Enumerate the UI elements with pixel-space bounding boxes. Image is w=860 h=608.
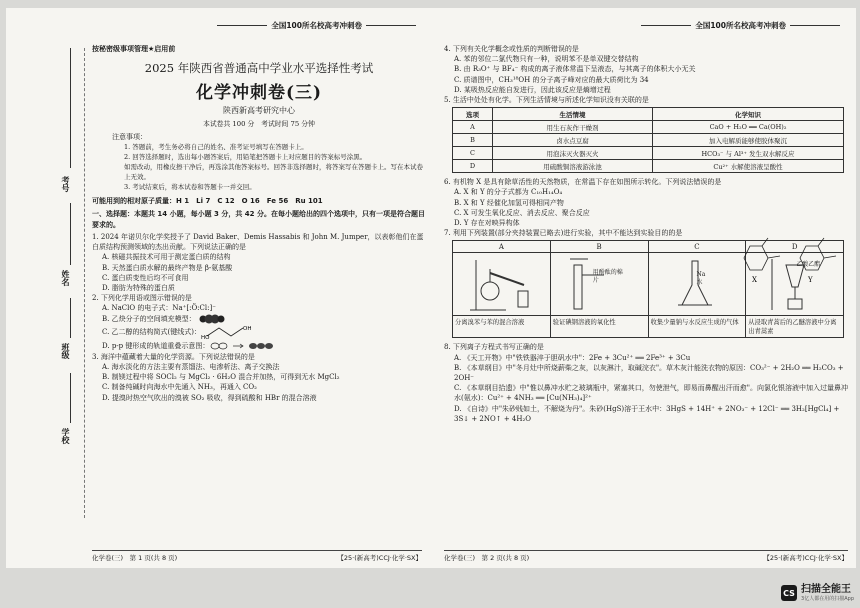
notes-header: 注意事项： [112, 133, 147, 141]
table-row [453, 134, 844, 147]
side-label-school: 学校 [61, 428, 70, 444]
apparatus-image [551, 253, 648, 315]
table-header: 化学知识 [653, 108, 844, 121]
apparatus-cell-a [453, 241, 551, 337]
apparatus-label: A [453, 241, 550, 253]
camscanner-logo-icon: CS [781, 585, 797, 601]
table-cell: C [453, 147, 493, 160]
apparatus-image [453, 253, 550, 315]
molecule-label-y: Y [808, 276, 813, 284]
page-banner: 全国100所名校高考冲刺卷 [213, 18, 420, 32]
ethylene-glycol-structure-icon [201, 324, 257, 340]
q1-option-d: D. 脂肪为特殊的蛋白质 [102, 284, 175, 293]
q8-option-b: B. 《本草纲目》中"冬月灶中所烧薪柴之灰，以灰淋汁，取碱浣衣"。草木灰汁能洗衣物的原因：CO₃²⁻ + 2H₂O ══ H₂CO₃ + 2OH⁻ [454, 363, 844, 383]
side-label-class: 班级 [61, 343, 70, 359]
exam-meta: 本试卷共 100 分 考试时间 75 分钟 [203, 120, 315, 128]
q2-option-d: D. p-p 键形成的轨道重叠示意图： [102, 341, 210, 350]
svg-text:HO: HO [201, 334, 210, 340]
atomic-masses: 可能用到的相对原子质量：H 1 Li 7 C 12 O 16 Fe 56 Ru 101 [92, 197, 323, 205]
question-3-stem: 3. 海洋中蕴藏着大量的化学资源。下列说法错误的是 [92, 352, 255, 361]
note-item: 如需改动，用橡皮擦干净后，再选涂其他答案标号。回答非选择题时，将答案写在答题卡上。写在本试卷上无效。 [124, 163, 423, 181]
page-2-content [444, 44, 848, 424]
apparatus-cell-b [551, 241, 649, 337]
table-cell: 用硫酸铜溶液游泳池 [493, 160, 653, 173]
table-cell: A [453, 121, 493, 134]
table-cell: HCO₃⁻ 与 Al³⁺ 发生双水解反应 [653, 147, 844, 160]
table-header-row [453, 108, 844, 121]
q6-option-d: D. Y 存在对映异构体 [454, 219, 520, 228]
watermark-title: 扫描全能王 [801, 584, 852, 595]
watermark-text-block [801, 584, 854, 602]
q6-molecule-structures [730, 236, 850, 286]
table-header: 生活情境 [493, 108, 653, 121]
question-5-stem: 5. 生活中处处有化学。下列生活情境与所述化学知识没有关联的是 [444, 96, 649, 105]
p-p-orbital-overlap-icon [209, 340, 289, 352]
apparatus-inner-label: 乙酸乙酯 [796, 261, 821, 269]
table-cell: Cu²⁺ 水解使溶液呈酸性 [653, 160, 844, 173]
note-item: 3. 考试结束后，将本试卷和答题卡一并交回。 [124, 183, 256, 191]
watermark-subtitle: 3亿人都在用的扫描App [801, 596, 854, 602]
note-item: 2. 回答选择题时，选出每小题答案后，用铅笔把答题卡上对应题目的答案标号涂黑。 [124, 153, 367, 161]
page-banner: 全国100所名校高考冲刺卷 [637, 18, 844, 32]
fill-line [70, 298, 71, 338]
fill-line [70, 48, 71, 168]
q6-option-a: A. X 和 Y 的分子式都为 C₁₀H₁₄O₄ [454, 188, 563, 197]
table-cell: 用生石灰作干燥剂 [493, 121, 653, 134]
q4-option-b: B. 由 R₃O⁺ 与 BF₄⁻ 构成的离子液体常温下呈液态，与其离子的体积大小无关 [454, 65, 696, 74]
apparatus-caption: 从浸取青蒿后的乙醚溶液中分离出青蒿素 [746, 315, 843, 337]
q6-option-b: B. X 和 Y 经催化加氢可得相同产物 [454, 198, 564, 207]
footer-page-label: 化学卷(三) 第 2 页(共 8 页) [444, 554, 530, 562]
distillation-setup-icon [466, 255, 536, 313]
q2-option-c-row [102, 324, 426, 340]
side-label-exam-number: 考号 [61, 176, 70, 192]
apparatus-label: C [649, 241, 746, 253]
table-cell: 加入电解质能够使胶体聚沉 [653, 134, 844, 147]
q2-option-d-row [102, 340, 426, 352]
molecule-label-x: X [752, 276, 757, 284]
q1-option-c: C. 蛋白质变性后均不可食用 [102, 273, 189, 282]
page-2-footer [444, 550, 848, 562]
q1-option-b: B. 天然蛋白质水解的最终产物是 β-氨基酸 [102, 263, 233, 272]
question-1-stem: 1. 2024 年诺贝尔化学奖授予了 David Baker、Demis Hassabis 和 John M. Jumper，以表彰他们在蛋白质结构预测领域的杰出贡献。下列说法正确的是 [92, 233, 424, 252]
apparatus-inner-label: Na 水 [696, 271, 706, 287]
table-header: 选项 [453, 108, 493, 121]
note-item: 1. 答题前，考生务必将自己的姓名、准考证号填写在答题卡上。 [124, 143, 308, 151]
issuing-center: 陕西新高考研究中心 [223, 106, 295, 115]
q6-option-c: C. X 可发生氧化反应、消去反应、聚合反应 [454, 208, 590, 217]
section-heading: 一、选择题：本题共 14 小题，每小题 3 分，共 42 分。在每小题给出的四个选项中，只有一项是符合题目要求的。 [92, 210, 425, 229]
confidential-mark: 按秘密级事项管理★启用前 [92, 45, 176, 53]
table-row [453, 147, 844, 160]
q2-option-b-row [102, 314, 426, 324]
paper-title: 化学冲刺卷(三) [195, 83, 323, 103]
q1-option-a: A. 核磁共振技术可用于测定蛋白质的结构 [102, 253, 231, 262]
q2-option-a: A. NaClO 的电子式：Na⁺[:Ö:Cl:]⁻ [102, 304, 216, 313]
q2-option-c: C. 乙二醇的结构简式(键线式)： [102, 327, 202, 336]
question-8-stem: 8. 下列离子方程式书写正确的是 [444, 343, 544, 352]
question-6-stem: 6. 有机物 X 是具有除草活性的天然物质，在常温下存在如图所示转化。下列说法错误的是 [444, 178, 722, 187]
apparatus-caption: 分离溴苯与苯的混合溶液 [453, 315, 550, 337]
q2-option-b: B. 乙炔分子的空间填充模型： [102, 314, 196, 323]
page-1-footer [92, 550, 422, 562]
scanner-watermark [781, 584, 854, 602]
table-row [453, 160, 844, 173]
question-7-stem: 7. 利用下列装置(部分夹持装置已略去)进行实验，其中不能达到实验目的的是 [444, 229, 683, 238]
apparatus-label: B [551, 241, 648, 253]
page-1-content [92, 44, 426, 403]
exam-sheet [6, 8, 856, 568]
q8-option-a: A. 《天工开物》中"铁铁器淬于胆矾水中"：2Fe + 3Cu²⁺ ══ 2Fe³⁺ + 3Cu [454, 353, 691, 362]
svg-text:OH: OH [243, 325, 252, 332]
apparatus-label: D [746, 241, 843, 253]
side-label-name: 姓名 [61, 270, 70, 286]
fill-line [70, 203, 71, 265]
table-cell: B [453, 134, 493, 147]
acetylene-model-icon [196, 314, 226, 324]
fill-line [70, 373, 71, 423]
binding-line [84, 48, 85, 518]
q8-option-d: D. 《自诗》中"朱砂贱如土，不解烧为丹"。朱砂(HgS)溶于王水中：3HgS + 14H⁺ + 2NO₃⁻ + 12Cl⁻ ══ 3H₂[HgCl₄] + 3S↓ + 2NO↑ + 4H₂O [454, 404, 840, 423]
table-cell: 卤水点豆腐 [493, 134, 653, 147]
q3-option-b: B. 制镁过程中将 SOCl₂ 与 MgCl₂ · 6H₂O 混合并加热，可得到无水 MgCl₂ [102, 373, 340, 382]
question-4-stem: 4. 下列有关化学概念或性质的判断错误的是 [444, 45, 579, 53]
page-1 [6, 8, 432, 568]
page-2 [436, 8, 856, 568]
apparatus-inner-label: 用酚酞的棉片 [592, 269, 623, 285]
footer-code: 【25·(新高考)CCJ·化学·SX】 [337, 554, 422, 562]
q8-option-c: C. 《本草纲目拾遗》中"惟以鼻冲水贮之玻璃瓶中，紧塞其口，勿使泄气，即易而鼻醒出汗而愈"。向氯化银溶液中加入过量鼻冲水(氨水)：Cu²⁺ + 4NH₃ ══ [Cu(NH₃)₄]²⁺ [454, 384, 848, 403]
table-cell: 用泡沫灭火器灭火 [493, 147, 653, 160]
table-cell: D [453, 160, 493, 173]
exam-title: 2025 年陕西省普通高中学业水平选择性考试 [144, 61, 374, 75]
q5-table [452, 107, 844, 173]
table-cell: CaO + H₂O ══ Ca(OH)₂ [653, 121, 844, 134]
q3-option-c: C. 制备纯碱时向海水中先通入 NH₃，再通入 CO₂ [102, 383, 257, 392]
apparatus-caption: 收集少量钠与水反应生成的气体 [649, 315, 746, 337]
footer-page-label: 化学卷(三) 第 1 页(共 8 页) [92, 554, 178, 562]
q3-option-d: D. 提溴时热空气吹出的溴被 SO₂ 吸收，得到硫酸和 HBr 的混合溶液 [102, 393, 317, 402]
q4-option-c: C. 质谱图中，CH₃¹⁸OH 的分子离子峰对应的最大质荷比为 34 [454, 75, 649, 84]
q3-option-a: A. 海水淡化的方法主要有蒸馏法、电渗析法、离子交换法 [102, 363, 280, 372]
table-row [453, 121, 844, 134]
q4-option-a: A. 苯的邻位二氯代物只有一种，说明苯不是单双键交替结构 [454, 55, 639, 64]
question-2-stem: 2. 下列化学用语或图示错误的是 [92, 294, 192, 303]
apparatus-caption: 验证碘钢溶液的氧化性 [551, 315, 648, 337]
q4-option-d: D. 某吸热反应能自发进行，因此该反应是熵增过程 [454, 85, 611, 94]
footer-code: 【25·(新高考)CCJ·化学·SX】 [763, 554, 848, 562]
